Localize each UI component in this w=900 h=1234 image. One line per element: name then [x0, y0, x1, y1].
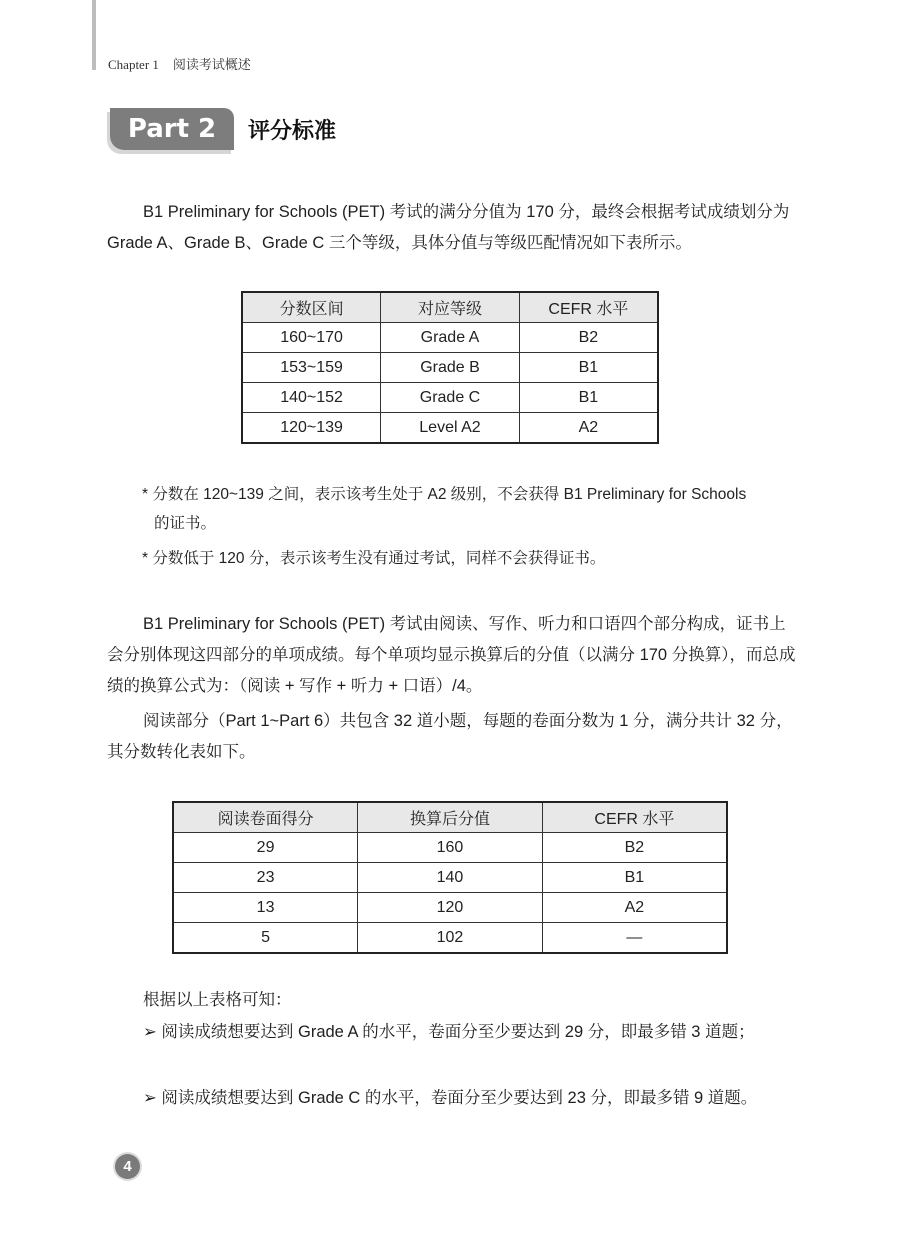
table-row [242, 383, 658, 413]
section-title: 评分标准 [248, 118, 337, 143]
table-cell: Grade A [381, 323, 520, 353]
note-line: * 分数低于 120 分，表示该考生没有通过考试，同样不会获得证书。 [142, 550, 606, 567]
intro-paragraph: B1 Preliminary for Schools (PET) 考试的满分分值为 170 分，最终会根据考试成绩划分为 Grade A、Grade B、Grade C 三个等级，具体分值与等级匹配情况如下表所示。 [107, 203, 790, 252]
table-row [242, 413, 658, 444]
header-cell: 对应等级 [381, 292, 520, 323]
table-cell: B2 [542, 833, 727, 863]
table-row [173, 863, 727, 893]
table-cell: Grade B [381, 353, 520, 383]
table-header-row [173, 802, 727, 833]
table-row [173, 923, 727, 954]
conclusion-bullet: ➢ 阅读成绩想要达到 Grade C 的水平，卷面分至少要达到 23 分，即最多错 9 道题。 [143, 1089, 758, 1107]
table-cell: A2 [519, 413, 658, 444]
note-fail [142, 544, 802, 573]
table-row [242, 353, 658, 383]
header-cell: CEFR 水平 [542, 802, 727, 833]
table-cell: — [542, 923, 727, 954]
table-cell: 102 [358, 923, 543, 954]
table-header-row [242, 292, 658, 323]
header-cell: 换算后分值 [358, 802, 543, 833]
table-cell: Level A2 [381, 413, 520, 444]
table-cell: 29 [173, 833, 358, 863]
table-cell: 140~152 [242, 383, 381, 413]
part-badge: Part 2 [110, 108, 234, 150]
composition-paragraph: B1 Preliminary for Schools (PET) 考试由阅读、写作、听力和口语四个部分构成，证书上会分别体现这四部分的单项成绩。每个单项均显示换算后的分值（以满分 170 分换算），而总成绩的换算公式为：（阅读 + 写作 + 听力 + 口语）/4。 [107, 615, 796, 695]
running-head [108, 54, 251, 73]
table-row [242, 323, 658, 353]
table-cell: B1 [519, 383, 658, 413]
header-cell: 阅读卷面得分 [173, 802, 358, 833]
header-cell: CEFR 水平 [519, 292, 658, 323]
reading-paragraph: 阅读部分（Part 1~Part 6）共包含 32 道小题，每题的卷面分数为 1 分，满分共计 32 分，其分数转化表如下。 [107, 712, 793, 761]
table-cell: A2 [542, 893, 727, 923]
table-row [173, 833, 727, 863]
conclusion-lead: 根据以上表格可知： [143, 991, 292, 1009]
grade-table [241, 291, 659, 444]
table-cell: 153~159 [242, 353, 381, 383]
table-row [173, 893, 727, 923]
table-cell: B1 [519, 353, 658, 383]
header-cell: 分数区间 [242, 292, 381, 323]
note-line: * 分数在 120~139 之间，表示该考生处于 A2 级别，不会获得 B1 Preliminary for Schools [142, 486, 747, 503]
table-cell: 140 [358, 863, 543, 893]
table-cell: 160~170 [242, 323, 381, 353]
reading-conversion-table [172, 801, 728, 954]
table-cell: 120~139 [242, 413, 381, 444]
table-cell: 160 [358, 833, 543, 863]
table-cell: Grade C [381, 383, 520, 413]
margin-bar [92, 0, 96, 70]
table-cell: B2 [519, 323, 658, 353]
chapter-title: 阅读考试概述 [172, 57, 251, 72]
conclusion-bullet: ➢ 阅读成绩想要达到 Grade A 的水平，卷面分至少要达到 29 分，即最多错 3 道题； [143, 1023, 755, 1041]
table-cell: 23 [173, 863, 358, 893]
table-cell: 120 [358, 893, 543, 923]
note-a2 [142, 480, 802, 538]
chapter-label: Chapter 1 [108, 57, 159, 72]
table-cell: B1 [542, 863, 727, 893]
table-cell: 13 [173, 893, 358, 923]
note-line: 的证书。 [154, 515, 217, 532]
table-cell: 5 [173, 923, 358, 954]
page-number: 4 [115, 1154, 140, 1179]
